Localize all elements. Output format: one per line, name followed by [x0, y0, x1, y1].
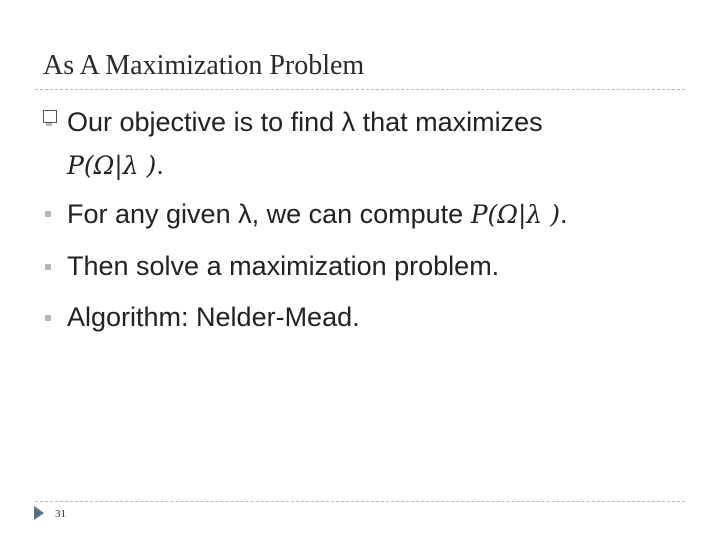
square-bullet-icon: [43, 110, 57, 123]
small-square-bullet-icon: [45, 264, 51, 270]
bullet-item-2: [67, 193, 568, 236]
page-number: 31: [55, 508, 66, 520]
math-expression: P(Ω|λ ): [67, 151, 157, 180]
period: .: [156, 150, 164, 180]
slide-title: As A Maximization Problem: [43, 50, 365, 81]
bullet-item-4: Algorithm: Nelder-Mead.: [67, 302, 360, 332]
math-expression: P(Ω|λ ): [470, 200, 560, 229]
bullet-item-1-line-2: [67, 144, 164, 187]
triangle-arrow-icon: [34, 506, 44, 520]
small-square-bullet-icon: [45, 211, 51, 217]
bullet-item-2-text: For any given λ, we can compute: [67, 199, 471, 229]
bullet-item-1-line-1: Our objective is to find λ that maximizes: [67, 107, 543, 137]
footer-divider: [35, 501, 685, 502]
period: .: [559, 199, 568, 229]
small-square-bullet-icon: [45, 315, 51, 321]
bullet-item-3: Then solve a maximization problem.: [67, 251, 500, 281]
small-square-bullet-icon: [46, 123, 52, 126]
